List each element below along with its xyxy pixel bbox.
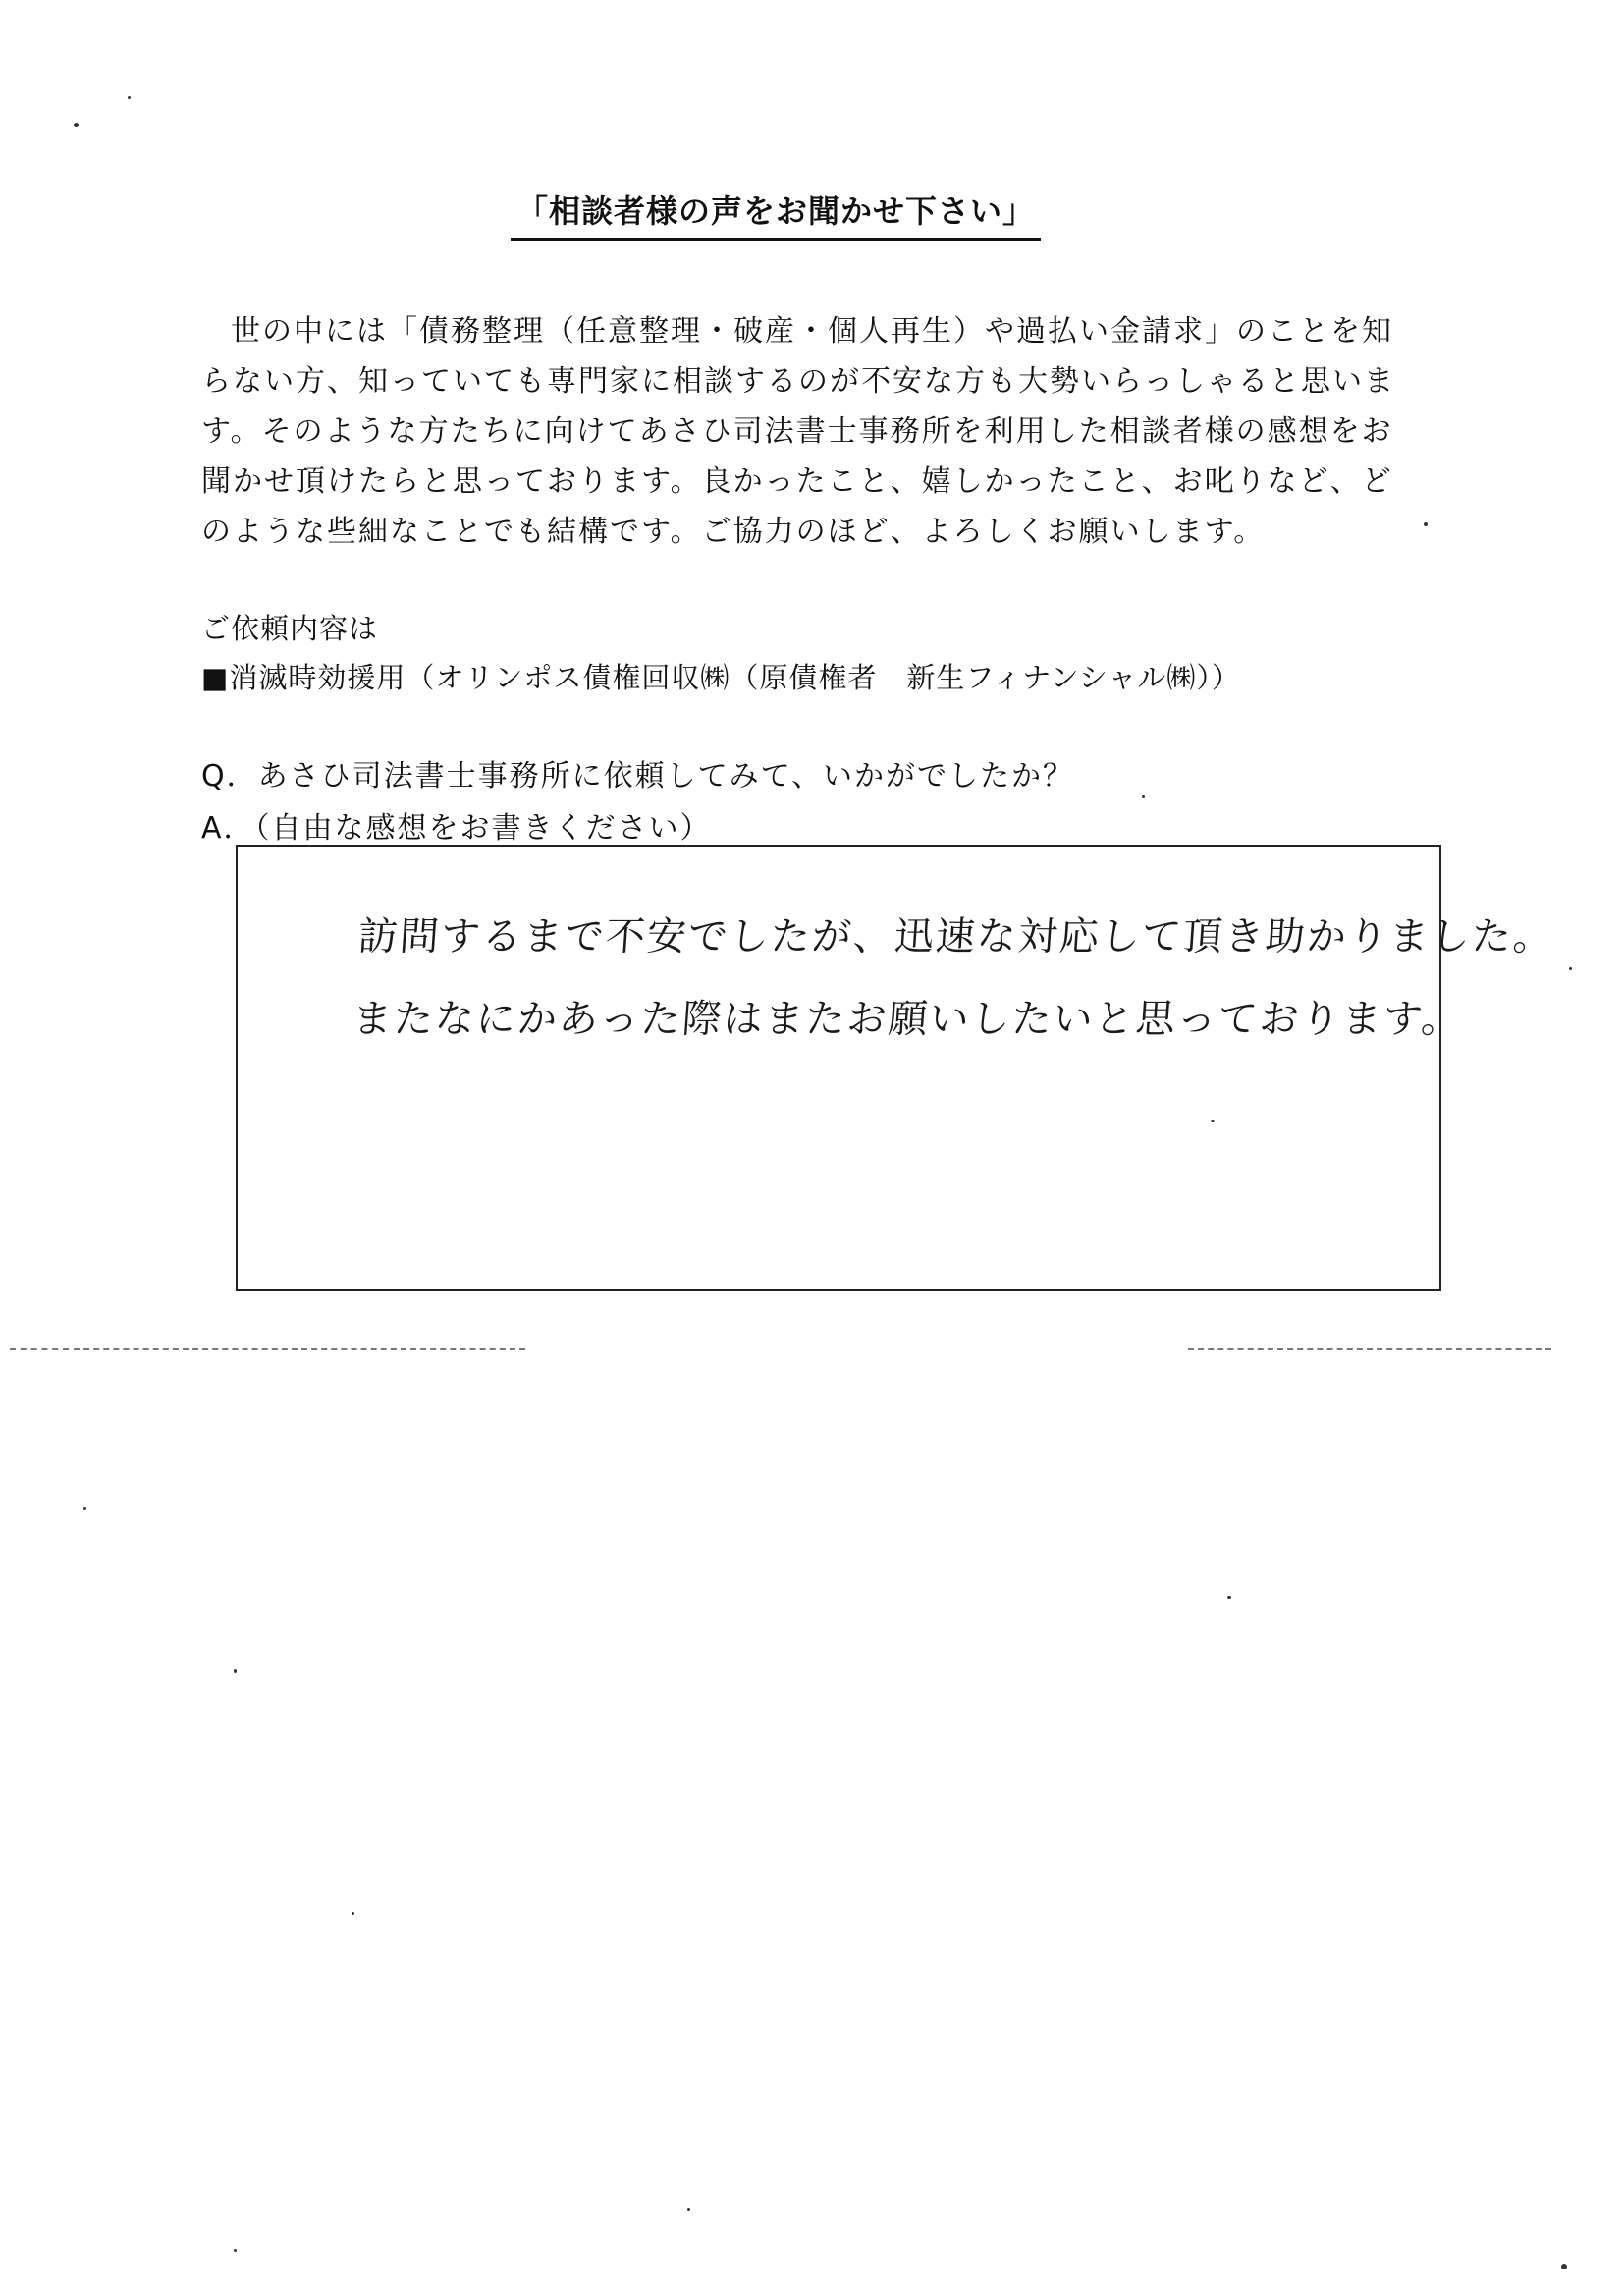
scan-dashed-line	[1188, 1348, 1551, 1350]
scan-speck	[1211, 1120, 1215, 1122]
request-item: ■消滅時効援用（オリンポス債権回収㈱（原債権者 新生フィナンシャル㈱））	[201, 661, 1241, 694]
scan-speck	[234, 2249, 237, 2252]
scan-dashed-line	[10, 1348, 69, 1350]
answer-box	[236, 845, 1556, 1291]
intro-line: 聞かせ頂けたらと思っております。良かったこと、嬉しかったこと、お叱りなど、ど	[201, 465, 1393, 499]
intro-line: す。そのような方たちに向けてあさひ司法書士事務所を利用した相談者様の感想をお	[201, 414, 1393, 449]
handwritten-line: またなにかあった際はまたお願いしたいと思っております。	[351, 997, 1465, 1042]
intro-paragraph	[201, 306, 1468, 557]
scan-speck	[1561, 2264, 1567, 2269]
scan-speck	[1227, 1596, 1231, 1599]
intro-line: らない方、知っていても専門家に相談するのが不安な方も大勢いらっしゃると思いま	[201, 364, 1395, 399]
request-label: ご依頼内容は	[201, 612, 379, 645]
answer-label: A．（自由な感想をお書きください）	[201, 811, 712, 846]
scan-speck	[1424, 522, 1428, 526]
scan-speck	[74, 123, 79, 127]
scan-speck	[234, 1669, 237, 1673]
scan-speck	[1142, 795, 1145, 798]
page-title: 「相談者様の声をお聞かせ下さい」	[511, 187, 1041, 241]
intro-line: 世の中には「債務整理（任意整理・破産・個人再生）や過払い金請求」のことを知	[231, 314, 1393, 349]
scan-speck	[687, 2208, 690, 2211]
scan-speck	[1569, 967, 1572, 970]
handwritten-answer	[350, 896, 1557, 1061]
scan-speck	[128, 96, 131, 99]
scan-speck	[352, 1912, 354, 1915]
question-text: Q．あさひ司法書士事務所に依頼してみて、いかがでしたか？	[201, 759, 1075, 793]
scan-dashed-line	[74, 1348, 525, 1350]
scan-speck	[83, 1507, 86, 1510]
handwritten-line: 訪問するまで不安でしたが、迅速な対応して頂き助かりました。	[356, 914, 1556, 959]
intro-line: のような些細なことでも結構です。ご協力のほど、よろしくお願いします。	[201, 515, 1266, 549]
